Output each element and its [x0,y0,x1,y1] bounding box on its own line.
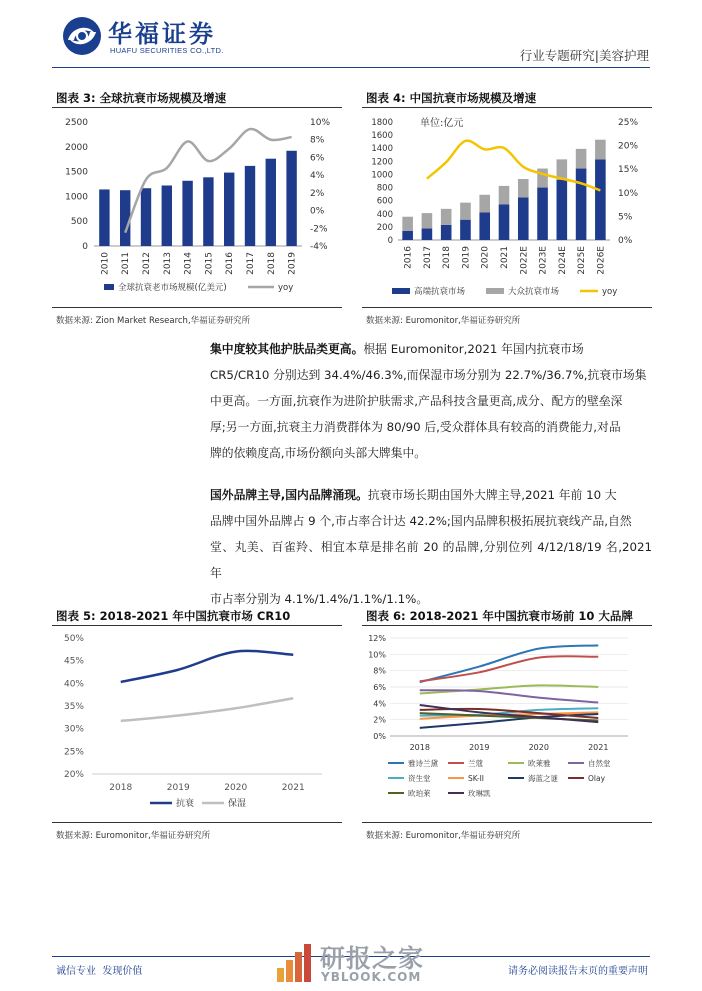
figure6-title: 图表 6: 2018-2021 年中国抗衰市场前 10 大品牌 [366,609,633,623]
bar-global-market [286,151,296,246]
bar-premium-market [557,180,568,240]
bar-mass-market [422,213,433,228]
x-tick-label: 2016 [403,246,414,269]
para2-line-2: 品牌中国外品牌占 9 个,市占率合计达 42.2%;国内品牌积极拓展抗衰线产品,自然 [210,514,632,528]
para1-lead: 集中度较其他护肤品类更高。 [210,342,364,356]
x-tick-label: 2013 [162,252,173,275]
figure5-bottom-rule [52,822,342,823]
bar-global-market [245,166,255,246]
bar-premium-market [518,197,529,240]
x-tick-label: 2020 [480,246,491,269]
header-rule [52,67,650,68]
bar-premium-market [479,212,490,240]
x-tick-label: 2011 [121,252,132,275]
legend-swatch-market [104,284,114,290]
figure4-source: 数据来源: Euromonitor,华福证券研究所 [366,316,521,326]
para1-line-1: 集中度较其他护肤品类更高。根据 Euromonitor,2021 年国内抗衰市场 [210,342,584,356]
x-tick-label: 2019 [461,246,472,269]
legend-label-yoy: yoy [278,283,294,293]
legend-label-brand: 欧珀莱 [408,789,431,798]
paragraph-concentration [210,336,652,362]
bar-mass-market [518,179,529,197]
y-tick-label: 8% [373,666,386,676]
y-tick-label: 45% [63,656,84,667]
bar-global-market [203,177,213,246]
legend-label-brand: 自然堂 [588,759,611,768]
y-tick-label: 2% [373,715,386,725]
bar-global-market [162,185,172,246]
x-tick-label: 2023E [538,246,549,275]
watermark-title: 研报之家 [320,944,425,973]
x-tick-label: 2022E [519,246,530,275]
y-left-tick-label: 1600 [371,131,393,142]
x-tick-label: 2019 [166,783,190,793]
paragraph-concentration-body [210,362,652,466]
figure6-source: 数据来源: Euromonitor,华福证券研究所 [366,831,521,841]
footer-slogan: 诚信专业 发现价值 [56,966,143,977]
y-left-tick-label: 1800 [371,118,393,128]
y-tick-label: 30% [63,724,84,735]
figure5-title: 图表 5: 2018-2021 年中国抗衰市场 CR10 [56,609,291,623]
figure6-chart [362,628,654,818]
y-right-tick-label: 2% [310,188,325,199]
x-tick-label: 2025E [577,246,588,275]
y-tick-label: 6% [373,683,386,692]
legend-label-brand: 海蓝之谜 [528,774,558,783]
y-right-tick-label: 20% [618,141,639,152]
bar-mass-market [576,149,587,169]
y-left-tick-label: 500 [70,217,88,228]
bar-premium-market [576,169,587,240]
para2-line-4: 市占率分别为 4.1%/1.4%/1.1%/1.1%。 [210,592,429,606]
x-tick-label: 2021 [588,743,609,752]
figure3-bottom-rule [52,307,342,308]
bar-mass-market [537,169,548,188]
watermark-url: YBLOOK.COM [321,970,422,984]
legend-swatch-mass [486,288,504,294]
figure6-top-rule [362,625,652,626]
bar-mass-market [595,140,606,160]
x-tick-label: 2015 [204,252,215,275]
x-tick-label: 2010 [100,252,111,275]
y-right-tick-label: 0% [618,236,633,246]
figure4-chart [362,110,654,305]
y-right-tick-label: 8% [310,135,325,146]
y-left-tick-label: 1400 [371,144,393,155]
x-tick-label: 2016 [225,252,236,275]
y-right-tick-label: -2% [310,224,328,235]
bar-premium-market [441,225,452,240]
bar-mass-market [479,195,490,213]
para1-line-4: 厚;另一方面,抗衰主力消费群体为 80/90 后,受众群体具有较高的消费能力,对品 [210,420,621,434]
x-tick-label: 2017 [246,252,256,275]
bar-mass-market [460,203,471,220]
y-tick-label: 40% [63,679,84,690]
y-tick-label: 50% [63,634,84,644]
figure3-source: 数据来源: Zion Market Research,华福证券研究所 [56,316,251,326]
bar-premium-market [422,229,433,240]
figure3-chart [52,110,344,305]
y-right-tick-label: 10% [618,188,639,199]
y-left-tick-label: 800 [376,183,393,194]
figure4-title: 图表 4: 中国抗衰市场规模及增速 [366,91,537,105]
x-tick-label: 2018 [266,252,277,275]
legend-label-market: 全球抗衰老市场规模(亿美元) [118,283,227,293]
para2-lead: 国外品牌主导,国内品牌涌现。 [210,488,368,502]
report-type: 行业专题研究|美容护理 [519,48,649,63]
y-tick-label: 4% [373,699,386,709]
bar-premium-market [537,188,548,240]
watermark-bars-icon [275,940,315,984]
x-tick-label: 2014 [183,252,194,275]
legend-label-mass: 大众抗衰市场 [508,287,560,297]
para2-line-1: 国外品牌主导,国内品牌涌现。抗衰市场长期由国外大牌主导,2021 年前 10 大 [210,488,617,502]
legend-label-brand: 欧莱雅 [528,759,551,768]
paragraph-brands [210,482,652,612]
series-line [121,698,294,721]
bar-global-market [141,188,151,246]
unit-note: 单位:亿元 [420,118,464,129]
bar-global-market [266,159,276,246]
y-right-tick-label: -4% [310,242,328,252]
logo-english-name: HUAFU SECURITIES CO.,LTD. [110,46,224,55]
y-left-tick-label: 1200 [371,157,393,168]
x-tick-label: 2018 [409,743,430,752]
para2-line-3: 堂、丸美、百雀羚、相宜本草是排名前 20 的品牌,分别位列 4/12/18/19 名,2021 年 [210,540,652,580]
series-line [420,656,599,681]
figure5-source: 数据来源: Euromonitor,华福证券研究所 [56,831,211,841]
x-tick-label: 2020 [528,743,549,752]
para1-line-5: 牌的依赖度高,市场份额向头部大牌集中。 [210,446,427,460]
y-right-tick-label: 0% [310,206,325,217]
x-tick-label: 2019 [287,252,298,275]
logo-icon [62,16,102,56]
x-tick-label: 2020 [224,783,248,793]
legend-label-brand: SK-II [468,774,485,783]
yoy-line [427,141,600,191]
x-tick-label: 2017 [422,246,433,269]
bar-premium-market [595,159,606,240]
y-right-tick-label: 15% [618,165,639,176]
x-tick-label: 2024E [557,246,568,275]
bar-global-market [182,181,192,246]
legend-label-brand: 兰蔻 [468,759,483,768]
figure6-bottom-rule [362,822,652,823]
para1-line-2: CR5/CR10 分别达到 34.4%/46.3%,而保湿市场分别为 22.7%/36.7%,抗衰市场集 [210,368,647,382]
figure5-top-rule [52,625,342,626]
figure3-title: 图表 3: 全球抗衰市场规模及增速 [56,91,227,105]
legend-label-antiaging: 抗衰 [176,799,195,809]
y-tick-label: 25% [63,747,84,758]
bar-global-market [120,190,130,246]
x-tick-label: 2018 [109,783,133,793]
figure4-top-rule [362,107,652,108]
y-tick-label: 10% [368,650,386,660]
y-right-tick-label: 4% [310,171,325,182]
figure3-top-rule [52,107,342,108]
y-left-tick-label: 2000 [65,142,88,153]
bar-premium-market [499,204,510,240]
x-tick-label: 2019 [469,743,490,752]
figure5-chart [52,628,344,818]
bar-global-market [99,189,109,246]
legend-label-premium: 高端抗衰市场 [414,287,466,297]
figure4-bottom-rule [362,307,652,308]
x-tick-label: 2026E [596,246,607,275]
footer-disclaimer: 请务必阅读报告末页的重要声明 [508,966,648,977]
x-tick-label: 2018 [442,246,453,269]
y-right-tick-label: 5% [618,212,633,223]
y-tick-label: 12% [368,634,386,643]
bar-premium-market [460,220,471,240]
y-left-tick-label: 400 [376,209,393,220]
y-left-tick-label: 1000 [65,192,88,203]
y-left-tick-label: 2500 [65,118,88,128]
x-tick-label: 2012 [142,252,152,275]
bar-mass-market [402,217,413,231]
bar-premium-market [402,231,413,240]
legend-label-yoy: yoy [602,287,618,297]
legend-swatch-premium [392,288,410,294]
y-left-tick-label: 0 [387,236,393,246]
bar-global-market [224,173,234,246]
y-left-tick-label: 0 [82,242,88,252]
y-left-tick-label: 200 [376,222,393,233]
x-tick-label: 2021 [281,783,305,793]
y-tick-label: 35% [63,702,84,712]
legend-label-moisturizing: 保湿 [228,799,247,809]
logo-chinese-name: 华福证券 [108,19,216,48]
legend-label-brand: 资生堂 [408,774,431,783]
series-line [121,651,294,682]
y-right-tick-label: 10% [310,118,331,128]
legend-label-brand: 雅诗兰黛 [408,759,438,768]
para1-line-3: 中更高。一方面,抗衰作为进阶护肤需求,产品科技含量更高,成分、配方的壁垒深 [210,394,623,408]
x-tick-label: 2021 [500,246,510,269]
y-right-tick-label: 6% [310,153,325,164]
bar-mass-market [499,186,510,204]
y-left-tick-label: 1000 [371,170,393,181]
header [0,0,702,70]
y-tick-label: 0% [373,732,386,741]
bar-mass-market [441,209,452,225]
y-left-tick-label: 1500 [65,167,88,178]
legend-label-brand: 玫琳凯 [468,789,491,798]
y-left-tick-label: 600 [376,196,393,207]
legend-label-brand: Olay [588,774,606,783]
y-right-tick-label: 25% [618,118,639,128]
y-tick-label: 20% [63,770,84,780]
